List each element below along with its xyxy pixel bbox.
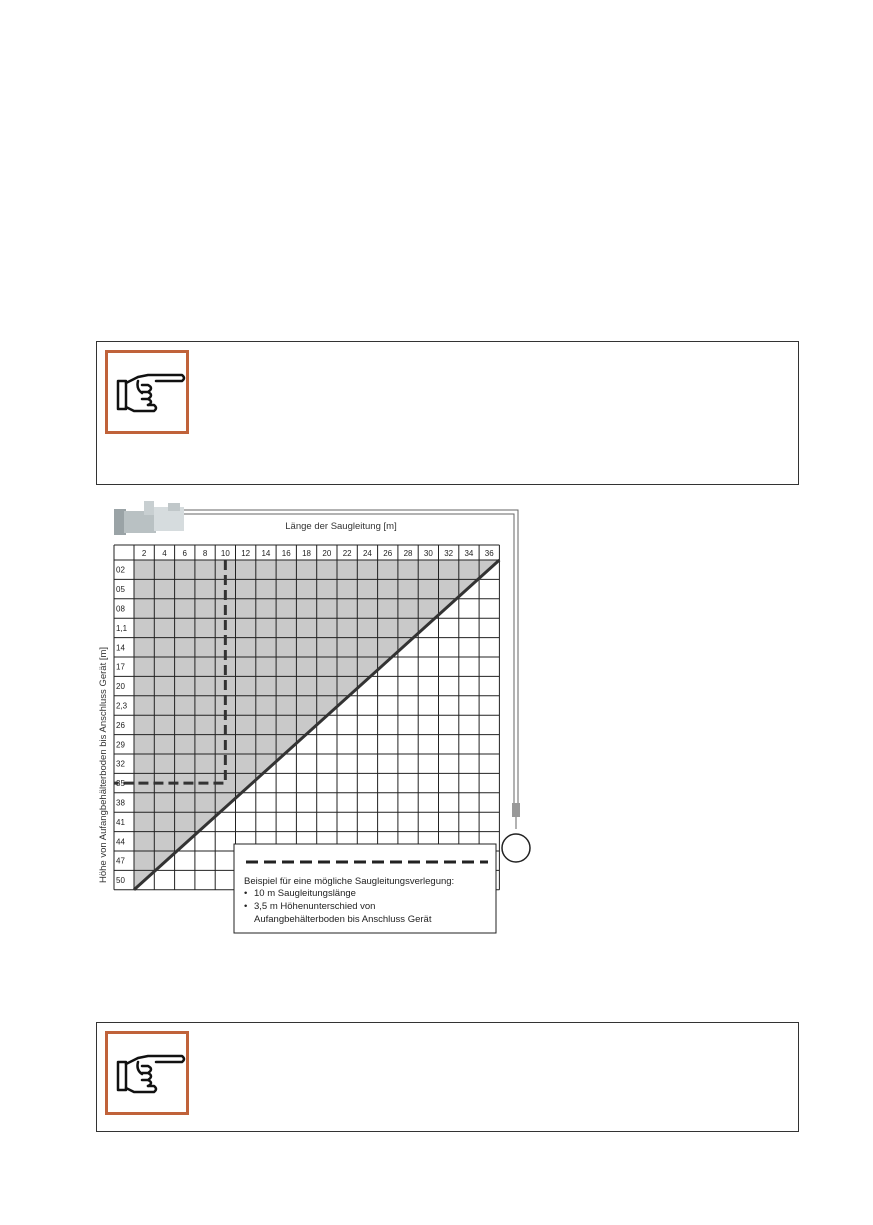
y-tick-label: 44	[116, 837, 125, 847]
y-tick-label: 47	[116, 856, 125, 866]
y-tick-label: 35	[116, 779, 125, 789]
x-tick-label: 26	[383, 549, 393, 558]
x-tick-label: 6	[182, 549, 187, 558]
x-tick-label: 30	[423, 549, 433, 558]
x-axis-title: Länge der Saugleitung [m]	[285, 521, 397, 532]
legend-bullet-2: •	[244, 901, 248, 912]
y-tick-label: 38	[116, 798, 125, 808]
hint-box-top	[96, 341, 799, 485]
legend-item-2b: Aufangbehälterboden bis Anschluss Gerät	[254, 914, 432, 925]
y-tick-label: 2,3	[116, 701, 128, 711]
x-tick-label: 4	[162, 549, 167, 558]
y-tick-label: 32	[116, 759, 125, 769]
legend-item-2a: 3,5 m Höhenunterschied von	[254, 901, 376, 912]
x-tick-label: 8	[202, 549, 208, 558]
x-tick-label: 14	[261, 549, 271, 558]
y-tick-label: 20	[116, 682, 125, 692]
x-tick-label: 20	[322, 549, 332, 558]
x-tick-label: 24	[362, 549, 372, 558]
legend-bullet-1: •	[244, 888, 248, 899]
x-tick-label: 22	[342, 549, 352, 558]
hint-box-bottom	[96, 1022, 799, 1132]
x-tick-label: 2	[141, 549, 147, 558]
y-tick-label: 1,1	[116, 623, 128, 633]
x-tick-label: 34	[464, 549, 474, 558]
x-tick-label: 12	[241, 549, 251, 558]
y-axis-title: Höhe von Aufangbehälterboden bis Anschluss Gerät [m]	[98, 646, 109, 884]
y-tick-label: 02	[116, 565, 125, 575]
pump-icon	[114, 501, 184, 535]
foot-valve-icon	[502, 803, 530, 862]
y-tick-label: 29	[116, 740, 125, 750]
suction-line-diagram	[98, 497, 548, 942]
x-tick-label: 16	[281, 549, 291, 558]
y-tick-label: 14	[116, 643, 125, 653]
x-tick-label: 18	[302, 549, 312, 558]
x-tick-label: 32	[444, 549, 454, 558]
legend-box	[234, 844, 496, 933]
pointing-hand-icon	[105, 350, 189, 434]
pointing-hand-icon	[105, 1031, 189, 1115]
x-tick-label: 36	[484, 549, 494, 558]
y-tick-label: 08	[116, 604, 125, 614]
y-tick-label: 50	[116, 876, 125, 886]
chart-grid	[114, 545, 499, 890]
y-tick-label: 17	[116, 662, 125, 672]
y-tick-label: 26	[116, 720, 125, 730]
y-tick-label: 05	[116, 585, 125, 595]
x-tick-label: 10	[220, 549, 230, 558]
x-tick-label: 28	[403, 549, 413, 558]
legend-heading: Beispiel für eine mögliche Saugleitungsverlegung:	[244, 876, 455, 887]
y-tick-label: 41	[116, 817, 125, 827]
legend-item-1: 10 m Saugleitungslänge	[254, 888, 356, 899]
